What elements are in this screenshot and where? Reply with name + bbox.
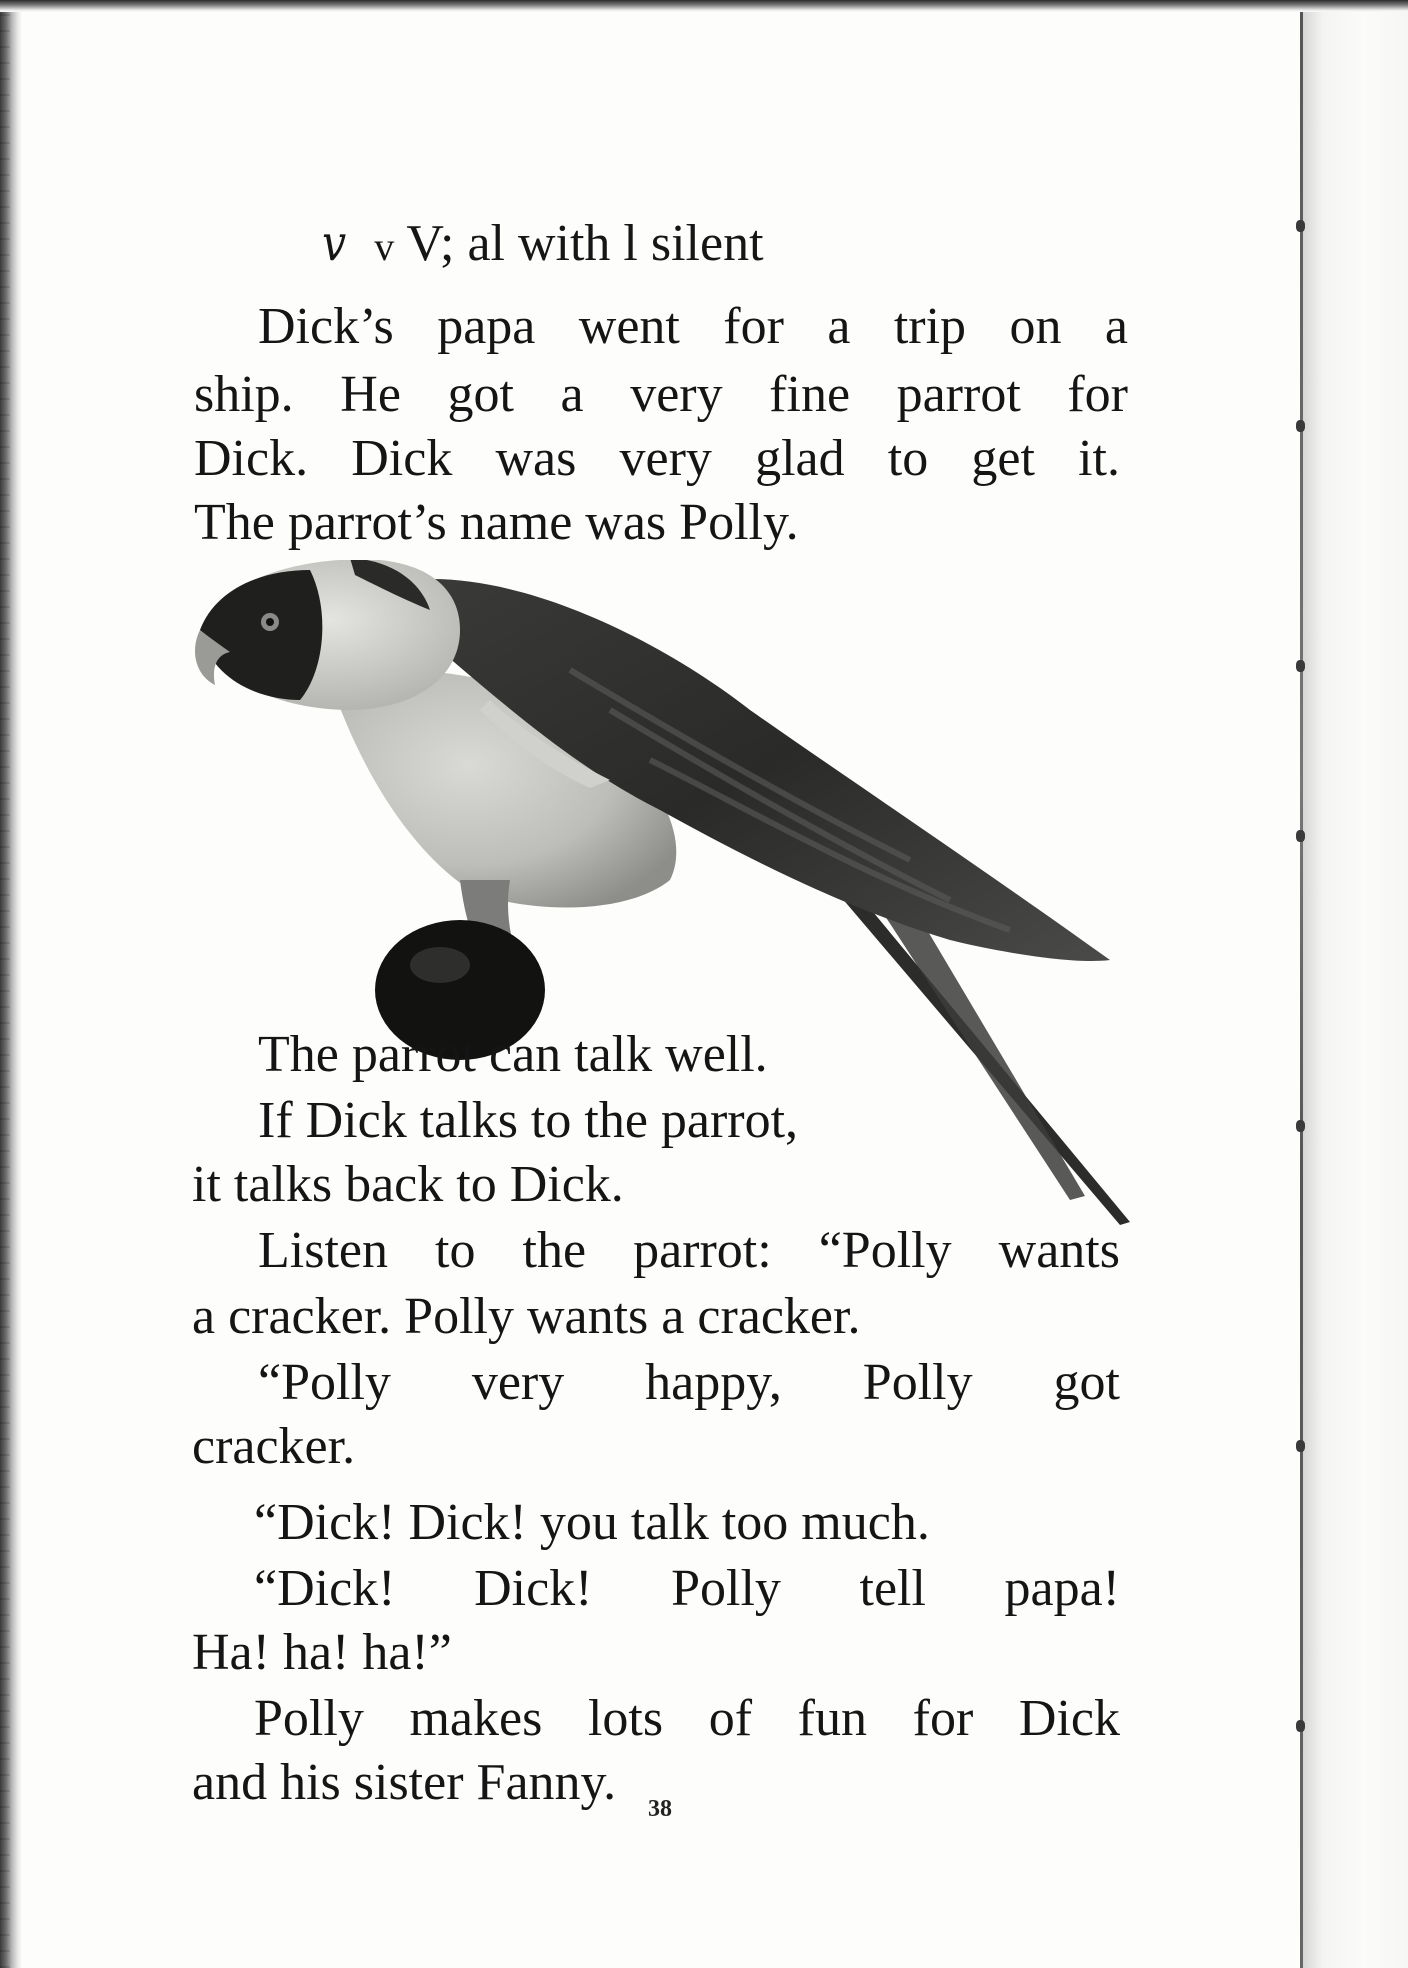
heading-rest: V; al with l silent [406, 215, 764, 272]
next-page-edge [1303, 0, 1408, 1968]
text-line: If Dick talks to the parrot, [258, 1092, 799, 1149]
gutter-mark [1296, 220, 1305, 232]
text-line: it talks back to Dick. [192, 1156, 624, 1213]
top-edge [0, 0, 1408, 12]
page-gutter [1300, 0, 1303, 1968]
text-line: Dick’s papa went for a trip on a [258, 298, 1128, 355]
gutter-mark [1296, 420, 1305, 432]
gutter-mark [1296, 830, 1305, 842]
text-line: and his sister Fanny. [192, 1754, 617, 1811]
gutter-mark [1296, 1720, 1305, 1732]
parrot-mask [200, 570, 322, 700]
text-line: Ha! ha! ha!” [192, 1624, 452, 1681]
text-line: “Dick! Dick! Polly tell papa! [254, 1560, 1120, 1617]
lowercase-letter: v [374, 224, 395, 269]
text-line: “Dick! Dick! you talk too much. [254, 1494, 930, 1551]
text-line: Dick. Dick was very glad to get it. [194, 430, 1120, 487]
text-line: Polly makes lots of fun for Dick [254, 1690, 1120, 1747]
text-line: a cracker. Polly wants a cracker. [192, 1288, 861, 1345]
text-line: ship. He got a very fine parrot for [194, 366, 1128, 423]
lesson-heading [320, 206, 1040, 284]
gutter-mark [1296, 660, 1305, 672]
page-stack-lines [0, 0, 10, 1968]
page-number: 38 [648, 1796, 672, 1822]
gutter-mark [1296, 1120, 1305, 1132]
text-line: Listen to the parrot: “Polly wants [258, 1222, 1120, 1279]
text-line: The parrot’s name was Polly. [194, 494, 799, 551]
text-line: The parrot can talk well. [258, 1026, 768, 1083]
text-line: “Polly very happy, Polly got [258, 1354, 1120, 1411]
script-letter: v [322, 214, 347, 272]
gutter-mark [1296, 1440, 1305, 1452]
text-line: cracker. [192, 1418, 356, 1475]
